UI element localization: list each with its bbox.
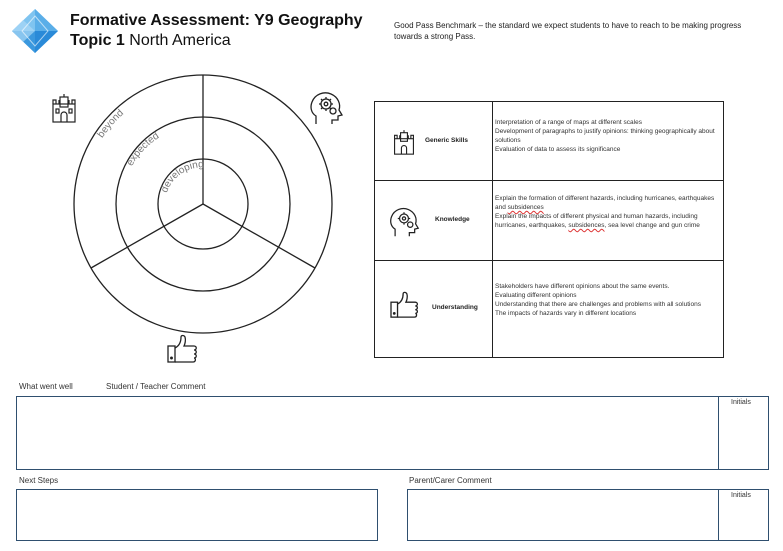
parent-carer-comment-box[interactable] (407, 489, 769, 541)
ring-label-expected: expected (124, 130, 162, 169)
thumbs-up-icon (166, 334, 200, 364)
school-logo (10, 8, 60, 54)
castle-icon (392, 129, 416, 157)
castle-icon (50, 94, 78, 124)
row-description (495, 194, 719, 230)
row-description (495, 282, 719, 318)
criterion-line: Evaluation of data to assess its significance (495, 146, 621, 153)
table-row-understanding (375, 261, 723, 357)
criterion-line: Explain the impacts of different physical and human hazards, including hurricanes, earthquakes, subsidences, sea level change and gun crime (495, 213, 700, 229)
initials-label: Initials (731, 399, 751, 406)
initials-label: Initials (731, 492, 751, 499)
criterion-line: Understanding that there are challenges and problems with all solutions (495, 301, 701, 308)
student-teacher-label: Student / Teacher Comment (106, 382, 206, 391)
topic-name: North America (129, 32, 231, 49)
thumbs-up-icon (389, 291, 421, 319)
criterion-line: Development of paragraphs to justify opinions: thinking geographically about solutions (495, 128, 715, 144)
row-label: Understanding (432, 304, 478, 311)
criteria-table (374, 101, 724, 358)
next-steps-label: Next Steps (19, 476, 59, 485)
benchmark-text: Good Pass Benchmark – the standard we expect students to have to reach to be making progress towards a strong Pass. (394, 21, 742, 41)
topic-label: Topic 1 (70, 32, 125, 49)
went-well-comment-box[interactable] (16, 396, 769, 470)
ring-label-beyond: beyond (95, 107, 126, 140)
page-title: Formative Assessment: Y9 Geography (70, 12, 363, 29)
row-label-cell (375, 181, 493, 260)
divider-left (91, 204, 203, 268)
ring-label-developing: developing (159, 159, 204, 195)
divider-right (203, 204, 315, 268)
topic-heading (70, 32, 231, 50)
criterion-line: Evaluating different opinions (495, 292, 577, 299)
criterion-line: The impacts of hazards vary in different locations (495, 310, 637, 317)
parent-carer-label: Parent/Carer Comment (409, 476, 492, 485)
next-steps-box[interactable] (16, 489, 378, 541)
criterion-line: Stakeholders have different opinions about the same events. (495, 283, 670, 290)
criterion-line: Explain the formation of different hazards, including hurricanes, earthquakes and subsidences (495, 195, 715, 211)
row-description (495, 118, 719, 154)
row-label-cell (375, 102, 493, 180)
table-row-generic-skills (375, 102, 723, 181)
assessment-target (70, 70, 340, 342)
head-gears-icon (308, 90, 344, 126)
row-label: Knowledge (435, 216, 470, 223)
row-label-cell (375, 261, 493, 357)
criterion-line: Interpretation of a range of maps at different scales (495, 119, 642, 126)
table-row-knowledge (375, 181, 723, 261)
row-label: Generic Skills (425, 137, 468, 144)
went-well-label: What went well (19, 382, 73, 391)
head-gears-icon (388, 205, 420, 239)
